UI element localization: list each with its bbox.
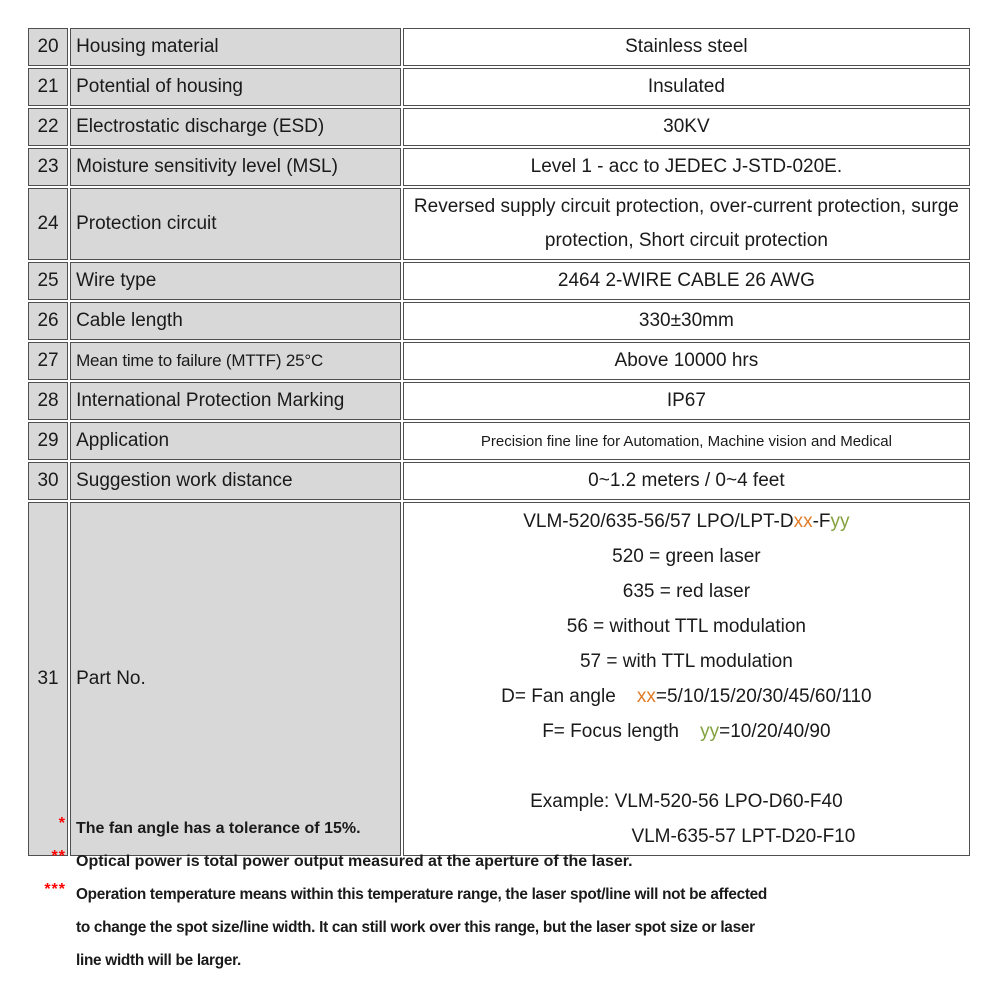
part-text: D= Fan angle [501,686,637,707]
row-label: Suggestion work distance [70,462,401,500]
part-text: F= Focus length [542,721,701,742]
table-row-part-no [28,502,970,856]
row-value: 30KV [403,108,970,146]
footnote-marker: ** [51,848,66,865]
part-no-line [405,714,968,749]
table-row [28,422,970,460]
row-number: 31 [28,502,68,856]
part-text: VLM-520/635-56/57 LPO/LPT-D [523,511,794,532]
row-value: 330±30mm [403,302,970,340]
row-value: Insulated [403,68,970,106]
part-no-line [405,609,968,644]
part-text: Example: VLM-520-56 LPO-D60-F40 [530,791,843,812]
row-number: 29 [28,422,68,460]
footnote [26,878,976,977]
footnote [26,845,976,878]
table-row [28,68,970,106]
row-label: Electrostatic discharge (ESD) [70,108,401,146]
footnote-text: Optical power is total power output measured at the aperture of the laser. [76,853,633,870]
row-number: 22 [28,108,68,146]
row-value: Precision fine line for Automation, Machine vision and Medical [403,422,970,460]
part-no-value [403,502,970,856]
part-no-line [405,539,968,574]
row-number: 23 [28,148,68,186]
table-row [28,382,970,420]
row-label: Application [70,422,401,460]
row-label: Part No. [70,502,401,856]
spec-table-body [28,28,970,856]
footnote-text: The fan angle has a tolerance of 15%. [76,820,361,837]
row-number: 20 [28,28,68,66]
row-number: 24 [28,188,68,260]
footnote-text: Operation temperature means within this temperature range, the laser spot/line will not be affected to change the spot size/line width. It can still work over this range, but the laser spot size or laser line width will be larger. [76,886,768,969]
table-row [28,28,970,66]
part-text: =5/10/15/20/30/45/60/110 [655,686,872,707]
part-text: VLM-635-57 LPT-D20-F10 [631,826,856,847]
row-value: 0~1.2 meters / 0~4 feet [403,462,970,500]
footnote-marker: *** [44,881,66,898]
row-number: 28 [28,382,68,420]
spec-table [26,26,972,858]
part-text: 57 = with TTL modulation [579,651,793,672]
part-code-xx: xx [793,511,813,532]
footnotes [26,812,976,977]
row-number: 30 [28,462,68,500]
row-number: 26 [28,302,68,340]
table-row [28,302,970,340]
row-label: Wire type [70,262,401,300]
row-label: Moisture sensitivity level (MSL) [70,148,401,186]
footnote-marker: * [58,815,66,832]
row-value: Reversed supply circuit protection, over-current protection, surge protection, Short circuit protection [403,188,970,260]
row-value: Level 1 - acc to JEDEC J-STD-020E. [403,148,970,186]
row-number: 25 [28,262,68,300]
part-text: 635 = red laser [622,581,751,602]
row-label: Protection circuit [70,188,401,260]
part-no-line [405,749,968,784]
part-code-yy: yy [700,721,720,742]
part-text: =10/20/40/90 [719,721,831,742]
part-text: 520 = green laser [612,546,761,567]
table-row [28,462,970,500]
part-text: -F [812,511,831,532]
part-no-line [405,644,968,679]
row-number: 27 [28,342,68,380]
row-number: 21 [28,68,68,106]
row-label: Potential of housing [70,68,401,106]
row-label: Housing material [70,28,401,66]
part-code-yy: yy [830,511,850,532]
table-row [28,108,970,146]
footnote [26,812,976,845]
row-value: IP67 [403,382,970,420]
part-text: 56 = without TTL modulation [566,616,806,637]
table-row [28,262,970,300]
part-code-xx: xx [636,686,656,707]
row-label: Mean time to failure (MTTF) 25°C [70,342,401,380]
row-label: Cable length [70,302,401,340]
row-value: 2464 2-WIRE CABLE 26 AWG [403,262,970,300]
row-value: Stainless steel [403,28,970,66]
row-label: International Protection Marking [70,382,401,420]
table-row [28,148,970,186]
table-row [28,188,970,260]
row-value: Above 10000 hrs [403,342,970,380]
table-row [28,342,970,380]
part-no-line [405,679,968,714]
part-no-line [405,574,968,609]
part-no-line [405,504,968,539]
